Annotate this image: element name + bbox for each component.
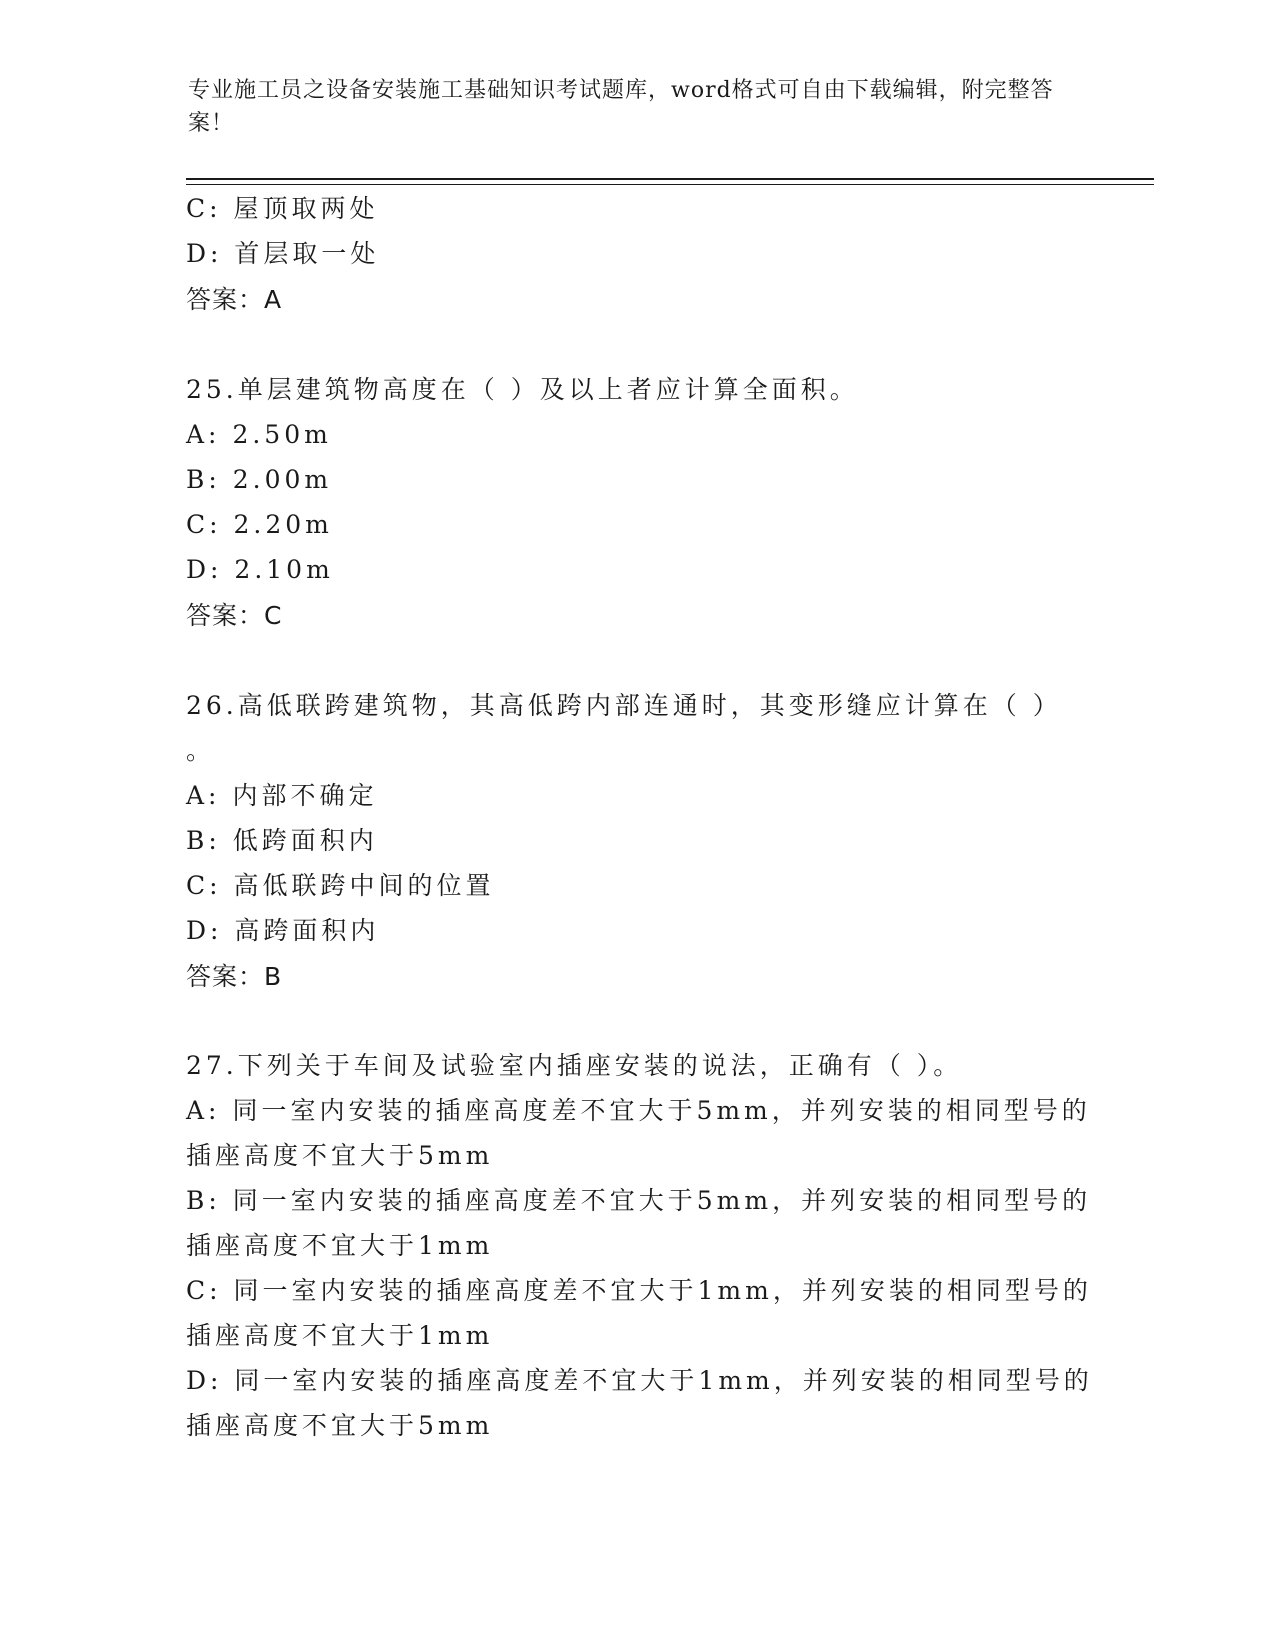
option-d [186, 915, 379, 947]
option-text: 高低联跨中间的位置 [233, 871, 495, 900]
option-label: D: [186, 239, 223, 268]
option-text: 同一室内安装的插座高度差不宜大于5mm，并列安装的相同型号的 [232, 1186, 1092, 1215]
option-text: 2.10m [234, 555, 334, 584]
option-label: B: [186, 826, 221, 855]
option-text: 高跨面积内 [234, 916, 380, 945]
option-b [186, 1185, 1091, 1217]
question-stem-continued: 。 [186, 736, 216, 765]
header-divider-thick [186, 178, 1154, 180]
option-a [186, 780, 377, 812]
option-d [186, 238, 379, 270]
option-label: C: [186, 510, 222, 539]
option-label: D: [186, 916, 223, 945]
option-c-continued: 插座高度不宜大于1mm [186, 1321, 494, 1350]
option-text: 内部不确定 [232, 781, 378, 810]
option-b [186, 464, 332, 496]
question-stem: 25.单层建筑物高度在（ ）及以上者应计算全面积。 [186, 375, 859, 404]
option-label: A: [186, 781, 221, 810]
option-a [186, 1095, 1091, 1127]
answer-line: 答案：C [186, 601, 283, 630]
option-d [186, 1365, 1093, 1397]
option-text: 同一室内安装的插座高度差不宜大于1mm，并列安装的相同型号的 [234, 1366, 1093, 1395]
option-c [186, 1275, 1092, 1307]
option-b [186, 825, 378, 857]
option-label: A: [186, 420, 221, 449]
option-text: 低跨面积内 [232, 826, 378, 855]
option-c [186, 870, 495, 902]
option-c [186, 509, 333, 541]
option-text: 2.50m [232, 420, 332, 449]
option-label: B: [186, 1186, 221, 1215]
option-label: C: [186, 1276, 222, 1305]
option-text: 同一室内安装的插座高度差不宜大于5mm，并列安装的相同型号的 [232, 1096, 1091, 1125]
document-header: 专业施工员之设备安装施工基础知识考试题库，word格式可自由下载编辑，附完整答案！ [188, 78, 1054, 136]
option-text: 首层取一处 [234, 239, 380, 268]
option-text: 2.00m [232, 465, 333, 494]
header-divider-thin [186, 184, 1154, 185]
question-stem: 26.高低联跨建筑物，其高低跨内部连通时，其变形缝应计算在（ ） [186, 691, 1062, 720]
question-stem: 27.下列关于车间及试验室内插座安装的说法，正确有（ ）。 [186, 1051, 963, 1080]
option-a-continued: 插座高度不宜大于5mm [186, 1141, 494, 1170]
option-label: D: [186, 555, 223, 584]
option-label: C: [186, 194, 222, 223]
option-d-continued: 插座高度不宜大于5mm [186, 1411, 494, 1440]
option-text: 2.20m [233, 510, 333, 539]
answer-line: 答案：A [186, 285, 283, 314]
option-label: B: [186, 465, 221, 494]
option-text: 同一室内安装的插座高度差不宜大于1mm，并列安装的相同型号的 [233, 1276, 1092, 1305]
option-b-continued: 插座高度不宜大于1mm [186, 1231, 494, 1260]
option-label: D: [186, 1366, 223, 1395]
option-d [186, 554, 334, 586]
option-c [186, 193, 379, 225]
option-a [186, 419, 332, 451]
option-text: 屋顶取两处 [233, 194, 379, 223]
option-label: A: [186, 1096, 221, 1125]
option-label: C: [186, 871, 222, 900]
answer-line: 答案：B [186, 962, 283, 991]
